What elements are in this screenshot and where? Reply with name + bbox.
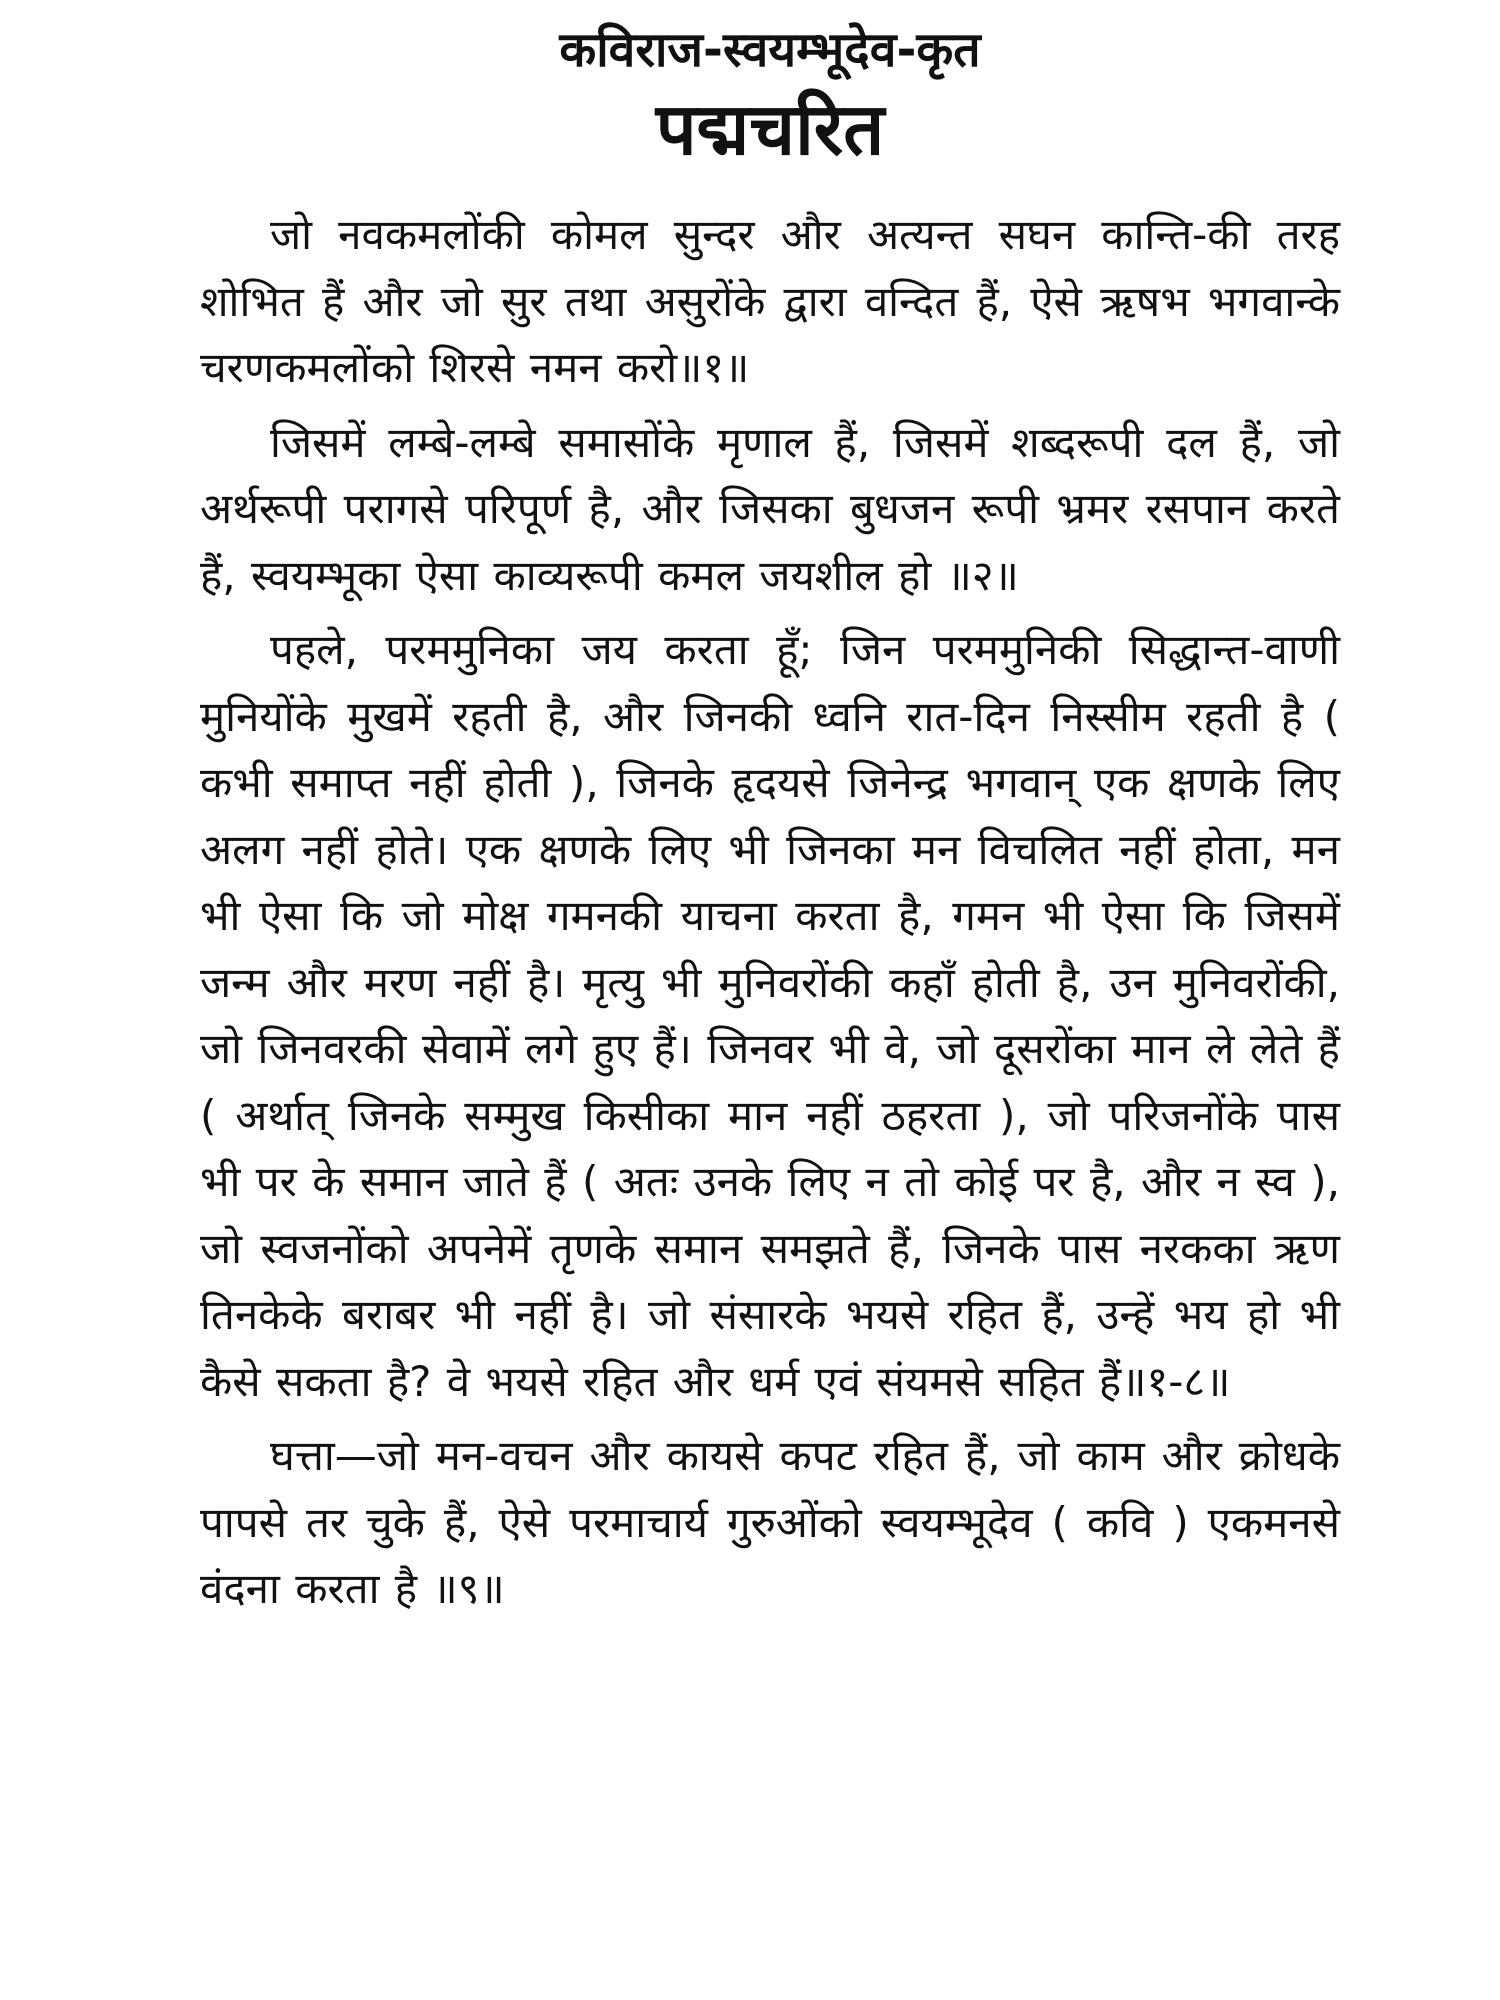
paragraph-ghatta-9: घत्ता—जो मन-वचन और कायसे कपट रहित हैं, जो काम और क्रोधके पापसे तर चुके हैं, ऐसे परमाचार्य गुरुओंको स्वयम्भूदेव ( कवि ) एकमनसे वंदना करता है ॥९॥ xyxy=(200,1431,1340,1613)
book-page xyxy=(200,20,1340,1970)
paragraph-verse-2: जिसमें लम्बे-लम्बे समासोंके मृणाल हैं, जिसमें शब्दरूपी दल हैं, जो अर्थरूपी परागसे परिपूर्ण है, और जिसका बुधजन रूपी भ्रमर रसपान करते हैं, स्वयम्भूका ऐसा काव्यरूपी कमल जयशील हो ॥२॥ xyxy=(200,417,1340,600)
paragraph-verse-1: जो नवकमलोंकी कोमल सुन्दर और अत्यन्त सघन कान्ति-की तरह शोभित हैं और जो सुर तथा असुरोंके द्वारा वन्दित हैं, ऐसे ऋषभ भगवान्के चरणकमलोंको शिरसे नमन करो॥१॥ xyxy=(200,210,1340,392)
page-subtitle: कविराज-स्वयम्भूदेव-कृत xyxy=(559,22,981,78)
page-title: पद्मचरित xyxy=(655,87,885,171)
paragraph-verses-1-8: पहले, परममुनिका जय करता हूँ; जिन परममुनिकी सिद्धान्त-वाणी मुनियोंके मुखमें रहती है, और जिनकी ध्वनि रात-दिन निस्सीम रहती है ( कभी समाप्त नहीं होती ), जिनके हृदयसे जिनेन्द्र भगवान् एक क्षणके लिए अलग नहीं होते। एक क्षणके लिए भी जिनका मन विचलित नहीं होता, मन भी ऐसा कि जो मोक्ष गमनकी याचना करता है, गमन भी ऐसा कि जिसमें जन्म और मरण नहीं है। मृत्यु भी मुनिवरोंकी कहाँ होती है, उन मुनिवरोंकी, जो जिनवरकी सेवामें लगे हुए हैं। जिनवर भी वे, जो दूसरोंका मान ले लेते हैं ( अर्थात् जिनके सम्मुख किसीका मान नहीं ठहरता ), जो परिजनोंके पास भी पर के समान जाते हैं ( अतः उनके लिए न तो कोई पर है, और न स्व ), जो स्वजनोंको अपनेमें तृणके समान समझते हैं, जिनके पास नरकका ऋण तिनकेके बराबर भी नहीं है। जो संसारके भयसे रहित हैं, उन्हें भय हो भी कैसे सकता है? वे भयसे रहित और धर्म एवं संयमसे सहित हैं॥१-८॥ xyxy=(200,625,1340,1406)
